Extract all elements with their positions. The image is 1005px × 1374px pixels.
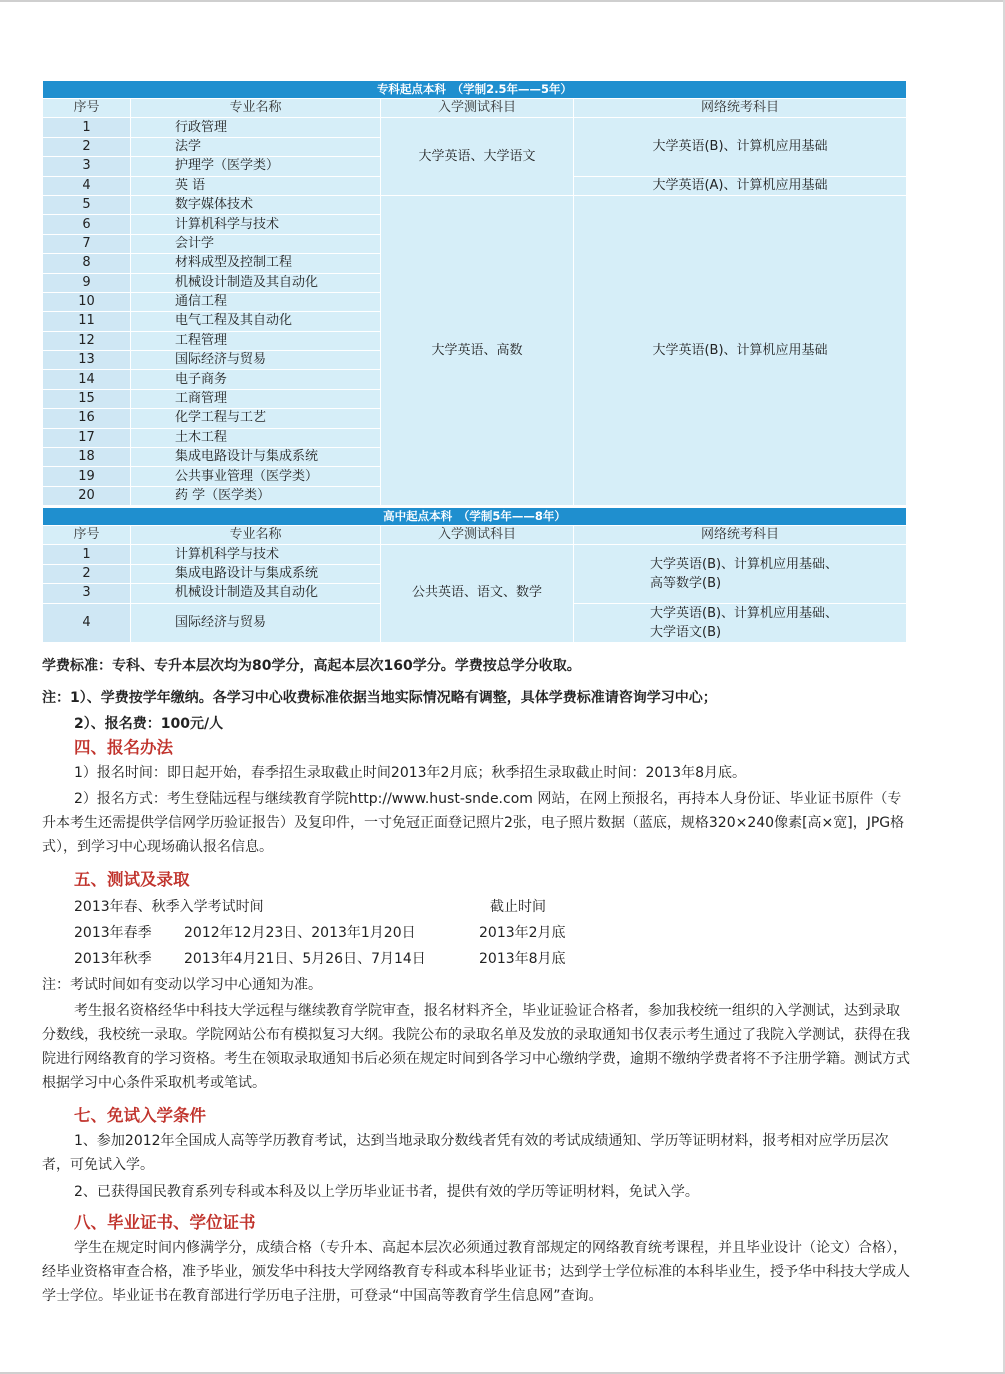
row-no: 4	[43, 603, 131, 642]
row-no: 12	[43, 331, 131, 350]
row-major: 行政管理	[131, 118, 381, 137]
row-major: 英 语	[131, 176, 381, 195]
row-no: 1	[43, 118, 131, 137]
row-no: 8	[43, 254, 131, 273]
exam-deadline: 2013年2月底	[479, 925, 566, 941]
entrance-test-cell: 公共英语、语文、数学	[381, 545, 574, 642]
entrance-test-cell: 大学英语、高数	[381, 195, 574, 505]
exam-header-right: 截止时间	[490, 899, 546, 915]
row-no: 15	[43, 389, 131, 408]
fee-standard: 学费标准：专科、专升本层次均为80学分，高起本层次160学分。学费按总学分收取。	[42, 658, 581, 674]
exemption-1: 1、参加2012年全国成人高等学历教育考试，达到当地录取分数线者凭有效的考试成绩通知、学历等证明材料，报考相对应学历层次者，可免试入学。	[42, 1133, 889, 1173]
row-major: 集成电路设计与集成系统	[131, 448, 381, 467]
table-row	[43, 118, 907, 137]
row-no: 11	[43, 312, 131, 331]
row-major: 会计学	[131, 234, 381, 253]
exam-season: 2013年春季	[74, 925, 152, 941]
row-major: 电子商务	[131, 370, 381, 389]
header-no: 序号	[43, 99, 131, 118]
row-major: 国际经济与贸易	[131, 603, 381, 642]
row-major: 数字媒体技术	[131, 195, 381, 214]
table-row	[43, 195, 907, 214]
admission-text: 考生报名资格经华中科技大学远程与继续教育学院审查，报名材料齐全，毕业证验证合格者，参加我校统一组织的入学测试，达到录取分数线，我校统一录取。学院网站公布有模拟复习大纲。我院公布的录取名单及发放的录取通知书仅表示考生通过了我院入学测试，获得在我院进行网络教育的学习资格。考生在领取录取通知书后必须在规定时间到各学习中心缴纳学费，逾期不缴纳学费者将不予注册学籍。测试方式根据学习中心条件采取机考或笔试。	[42, 1003, 910, 1091]
row-major: 法学	[131, 137, 381, 156]
exam-deadline: 2013年8月底	[479, 951, 566, 967]
row-major: 土木工程	[131, 428, 381, 447]
header-no: 序号	[43, 526, 131, 545]
section-heading-exemption: 七、免试入学条件	[74, 1106, 206, 1125]
table-title: 高中起点本科 （学制5年——8年）	[43, 508, 907, 526]
header-entrance-test: 入学测试科目	[381, 526, 574, 545]
row-no: 3	[43, 584, 131, 603]
row-no: 2	[43, 564, 131, 583]
section-heading-certificates: 八、毕业证书、学位证书	[74, 1213, 256, 1232]
exemption-2: 2、已获得国民教育系列专科或本科及以上学历毕业证书者，提供有效的学历等证明材料，免试入学。	[74, 1184, 699, 1200]
registration-time: 1）报名时间：即日起开始，春季招生录取截止时间2013年2月底；秋季招生录取截止时间：2013年8月底。	[74, 765, 746, 781]
row-no: 14	[43, 370, 131, 389]
header-network-exam: 网络统考科目	[574, 526, 907, 545]
row-major: 计算机科学与技术	[131, 545, 381, 564]
row-no: 4	[43, 176, 131, 195]
section-heading-exam: 五、测试及录取	[74, 870, 190, 889]
row-no: 18	[43, 448, 131, 467]
row-major: 公共事业管理（医学类）	[131, 467, 381, 486]
network-exam-line: 大学语文(B)	[650, 624, 722, 640]
row-no: 5	[43, 195, 131, 214]
header-major: 专业名称	[131, 99, 381, 118]
exam-season: 2013年秋季	[74, 951, 152, 967]
exam-dates: 2013年4月21日、5月26日、7月14日	[184, 951, 426, 967]
row-major: 计算机科学与技术	[131, 215, 381, 234]
row-major: 国际经济与贸易	[131, 351, 381, 370]
row-major: 材料成型及控制工程	[131, 254, 381, 273]
row-major: 工商管理	[131, 389, 381, 408]
table-high-school-to-bachelor	[42, 507, 907, 643]
network-exam-line: 高等数学(B)	[650, 575, 722, 591]
row-major: 机械设计制造及其自动化	[131, 584, 381, 603]
row-no: 7	[43, 234, 131, 253]
header-network-exam: 网络统考科目	[574, 99, 907, 118]
row-major: 护理学（医学类）	[131, 157, 381, 176]
fee-note-1: 注：1）、学费按学年缴纳。各学习中心收费标准依据当地实际情况略有调整，具体学费标准请咨询学习中心；	[42, 690, 717, 706]
row-major: 电气工程及其自动化	[131, 312, 381, 331]
table-row	[43, 545, 907, 564]
row-no: 16	[43, 409, 131, 428]
network-exam-line: 大学英语(B)、计算机应用基础、	[650, 556, 839, 572]
row-no: 3	[43, 157, 131, 176]
row-major: 集成电路设计与集成系统	[131, 564, 381, 583]
exam-dates: 2012年12月23日、2013年1月20日	[184, 925, 416, 941]
row-no: 1	[43, 545, 131, 564]
table-junior-college-to-bachelor	[42, 80, 907, 506]
exam-header-left: 2013年春、秋季入学考试时间	[74, 899, 264, 915]
table-title: 专科起点本科 （学制2.5年——5年）	[43, 81, 907, 99]
row-no: 6	[43, 215, 131, 234]
header-entrance-test: 入学测试科目	[381, 99, 574, 118]
row-no: 20	[43, 486, 131, 505]
row-major: 通信工程	[131, 292, 381, 311]
exam-note: 注：考试时间如有变动以学习中心通知为准。	[42, 977, 322, 993]
row-major: 机械设计制造及其自动化	[131, 273, 381, 292]
row-no: 17	[43, 428, 131, 447]
registration-method: 2）报名方式：考生登陆远程与继续教育学院http://www.hust-snde.com 网站，在网上预报名，再持本人身份证、毕业证书原件（专升本考生还需提供学信网学历验证报告）及复印件，一寸免冠正面登记照片2张，电子照片数据（蓝底，规格320×240像素[高×宽]，JPG格式），到学习中心现场确认报名信息。	[42, 791, 905, 855]
network-exam-line: 大学英语(B)、计算机应用基础、	[650, 605, 839, 621]
row-no: 2	[43, 137, 131, 156]
row-major: 化学工程与工艺	[131, 409, 381, 428]
section-heading-registration: 四、报名办法	[74, 738, 173, 757]
row-no: 19	[43, 467, 131, 486]
row-major: 工程管理	[131, 331, 381, 350]
fee-note-2: 2）、报名费：100元/人	[74, 716, 224, 732]
network-exam-cell: 大学英语(B)、计算机应用基础	[574, 118, 907, 176]
network-exam-cell	[574, 545, 907, 603]
network-exam-cell: 大学英语(B)、计算机应用基础	[574, 195, 907, 505]
network-exam-cell: 大学英语(A)、计算机应用基础	[574, 176, 907, 195]
entrance-test-cell: 大学英语、大学语文	[381, 118, 574, 196]
graduation-text: 学生在规定时间内修满学分，成绩合格（专升本、高起本层次必须通过教育部规定的网络教育统考课程，并且毕业设计（论文）合格），经毕业资格审查合格，准予毕业，颁发华中科技大学网络教育专科或本科毕业证书；达到学士学位标准的本科毕业生，授予华中科技大学成人学士学位。毕业证书在教育部进行学历电子注册，可登录“中国高等教育学生信息网”查询。	[42, 1240, 910, 1304]
network-exam-cell	[574, 603, 907, 642]
row-no: 13	[43, 351, 131, 370]
row-major: 药 学（医学类）	[131, 486, 381, 505]
row-no: 10	[43, 292, 131, 311]
header-major: 专业名称	[131, 526, 381, 545]
page-top-border	[0, 0, 1005, 2]
row-no: 9	[43, 273, 131, 292]
